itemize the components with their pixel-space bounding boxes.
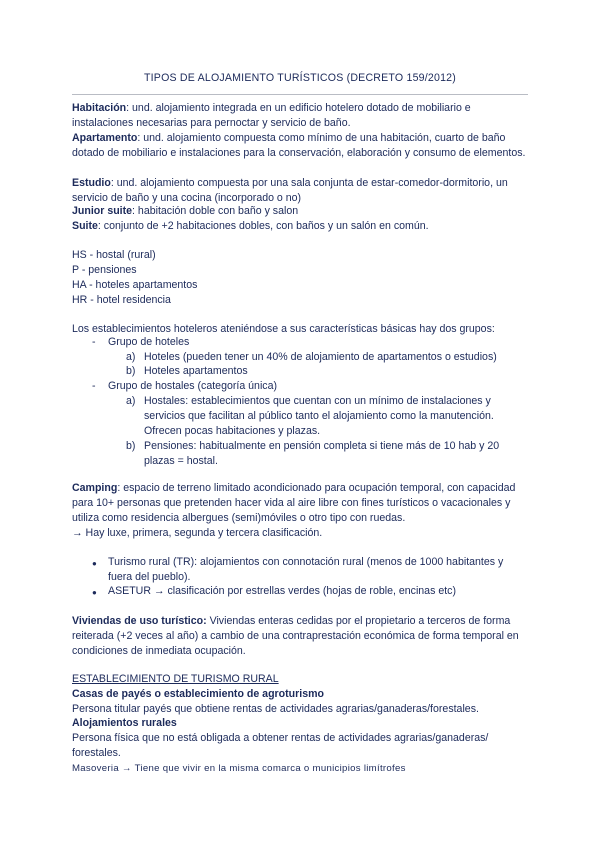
sub-item-letter: a) [126,351,136,363]
definition-viviendas [72,614,527,659]
definition-term: Suite [72,220,98,232]
abbreviation-item: HA - hoteles apartamentos [72,279,198,291]
definition-apartamento [72,131,532,161]
definition-term: Junior suite [72,205,133,217]
sub-item-letter: b) [126,365,136,377]
sub-item-letter: b) [126,440,136,452]
bullet-dot: ● [92,588,97,597]
sub-item-letter: a) [126,395,136,407]
sub-item-text: plazas = hostal. [144,455,218,467]
definition-term: Habitación [72,102,127,114]
bullet-text: fuera del pueblo). [108,571,191,583]
groups-intro: Los establecimientos hoteleros ateniéndose a sus características básicas hay dos grupos: [72,323,495,335]
bullet-text: ASETUR → clasificación por estrellas verdes (hojas de roble, encinas etc) [108,585,456,597]
definition-suite [72,219,532,234]
abbreviation-item: P - pensiones [72,264,137,276]
definition-text: Viviendas enteras cedidas por el propietario a terceros de forma reiterada (+2 veces al año) a cambio de una contraprestación económica de forma temporal en condiciones de inmediata ocupación. [72,615,519,657]
section-heading: ESTABLECIMIENTO DE TURISMO RURAL [72,673,279,685]
document-title: TIPOS DE ALOJAMIENTO TURÍSTICOS (DECRETO 159/2012) [143,72,456,84]
bullet-text: Turismo rural (TR): alojamientos con connotación rural (menos de 1000 habitantes y [108,556,504,568]
definition-text: : und. alojamiento compuesta como mínimo de una habitación, cuarto de baño dotado de mobiliario e instalaciones para la conservación, elaboración y consumo de elementos. [72,132,526,159]
subsection-text: Persona titular payés que obtiene rentas de actividades agrarias/ganaderas/forestales. [72,703,479,715]
definition-junior-suite [72,204,532,219]
title-divider [72,94,528,95]
subsection-title: Casas de payés o establecimiento de agroturismo [72,688,324,700]
subsection-title: Alojamientos rurales [72,717,177,729]
sub-item-text: Hoteles apartamentos [144,365,248,377]
masoveria-note: Masoveria → Tiene que vivir en la misma comarca o municipios limítrofes [72,763,406,774]
definition-estudio [72,176,532,206]
definition-term: Apartamento [72,132,138,144]
sub-item-text: Ofrecen pocas habitaciones y plazas. [144,425,321,437]
definition-text: : espacio de terreno limitado acondicionado para ocupación temporal, con capacidad para 10+ personas que pretenden hacer vida al aire libre con fines turísticos o vacacionales y utiliza como residencia albergues (semi)móviles o otro tipo con ruedas. [72,482,516,524]
subsection-text: Persona física que no está obligada a obtener rentas de actividades agrarias/ganaderas/ forestales. [72,732,489,759]
definition-text: : conjunto de +2 habitaciones dobles, con baños y un salón en común. [97,220,429,232]
sub-item-text: Hoteles (pueden tener un 40% de alojamiento de apartamentos o estudios) [144,351,497,363]
definition-term: Viviendas de uso turístico: [72,615,207,627]
group-label-hoteles: Grupo de hoteles [108,336,190,348]
sub-item-text: Pensiones: habitualmente en pensión completa si tiene más de 10 hab y 20 [144,440,500,452]
bullet-dot: ● [92,559,97,568]
definition-habitacion [72,101,532,131]
sub-item-text: servicios que facilitan al público tanto el alojamiento como la manutención. [144,410,494,422]
definition-text: : und. alojamiento compuesta por una sala conjunta de estar-comedor-dormitorio, un servicio de baño y una cocina (incorporado o no) [72,177,508,204]
definition-term: Estudio [72,177,111,189]
definition-text: : und. alojamiento integrada en un edificio hotelero dotado de mobiliario e instalaciones necesarias para pernoctar y servicio de baño. [72,102,471,129]
camping-classification: → Hay luxe, primera, segunda y tercera clasificación. [72,527,323,539]
definition-camping [72,481,532,526]
definition-text: : habitación doble con baño y salon [132,205,299,217]
group-label-hostales: Grupo de hostales (categoría única) [108,380,278,392]
group-bullet: - [92,336,96,348]
definition-term: Camping [72,482,118,494]
sub-item-text: Hostales: establecimientos que cuentan con un mínimo de instalaciones y [144,395,491,407]
group-bullet: - [92,380,96,392]
abbreviation-item: HR - hotel residencia [72,294,171,306]
abbreviation-item: HS - hostal (rural) [72,249,156,261]
